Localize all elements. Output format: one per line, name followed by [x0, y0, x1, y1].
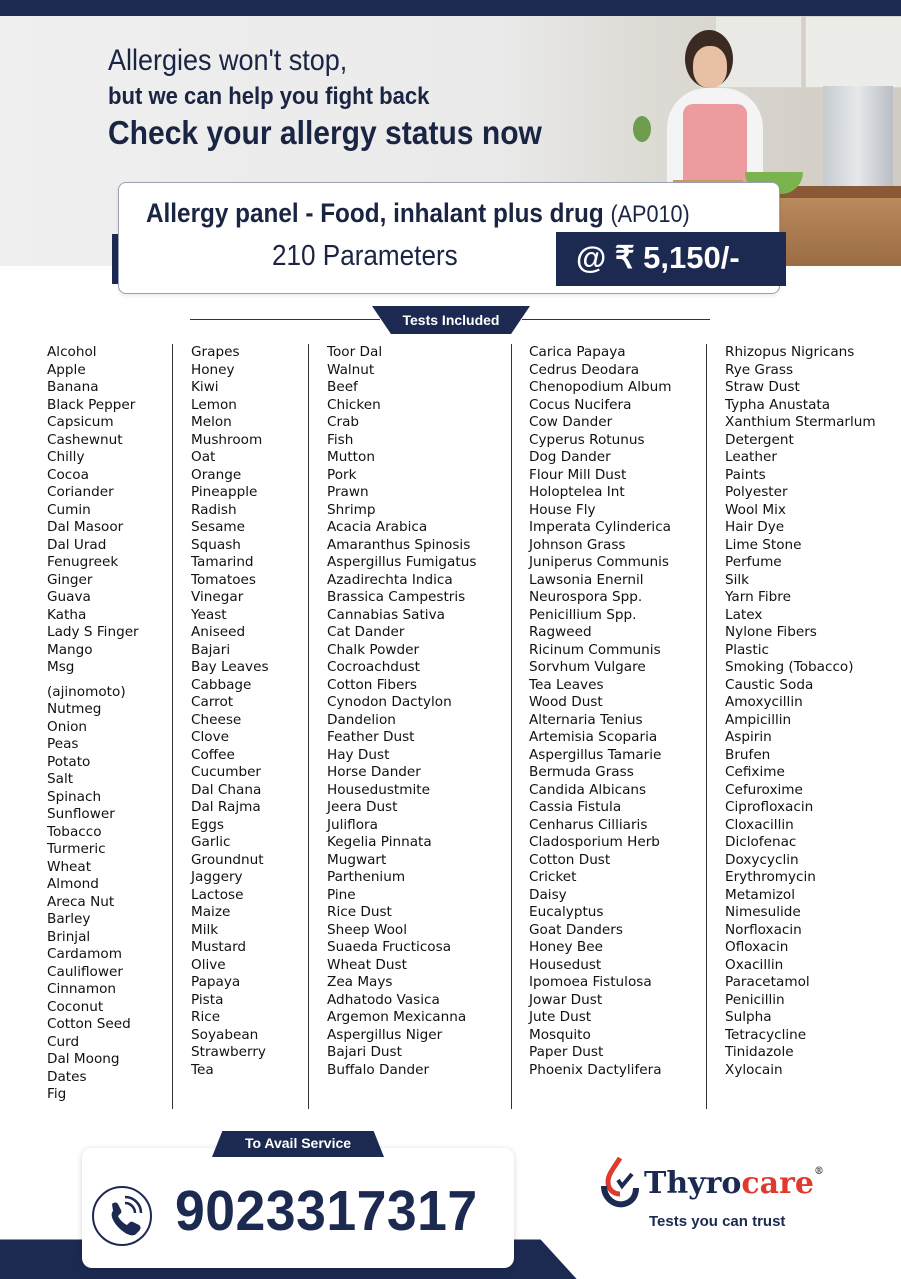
test-item: Melon [191, 414, 232, 430]
test-item: Wheat Dust [327, 956, 407, 973]
test-item: Aspergillus Tamarie [529, 746, 662, 763]
test-item: Yarn Fibre [725, 589, 791, 605]
test-item: Flour Mill Dust [529, 466, 627, 483]
test-item: Artemisia Scoparia [529, 729, 658, 745]
test-item: Kegelia Pinnata [327, 834, 432, 850]
test-item: Ofloxacin [725, 939, 789, 955]
test-item: Hay Dust [327, 746, 390, 763]
test-item: Doxycyclin [725, 851, 799, 868]
test-item: Orange [191, 466, 242, 483]
test-item: Sorvhum Vulgare [529, 659, 646, 675]
test-item: Mango [47, 641, 93, 658]
test-item: Brinjal [47, 928, 91, 945]
test-item: Crab [327, 414, 360, 430]
test-item: Housedustmite [327, 781, 430, 798]
test-item: Kiwi [191, 379, 219, 395]
test-item: Cedrus Deodara [529, 361, 640, 378]
phone-number[interactable]: 9023317317 [175, 1179, 478, 1243]
test-item: Cinnamon [47, 981, 117, 997]
test-item: Coriander [47, 484, 114, 500]
test-item: Lactose [191, 886, 244, 903]
test-item: (ajinomoto) [47, 683, 126, 700]
test-item: Beef [327, 379, 358, 395]
test-item: Cefixime [725, 764, 785, 780]
test-item: Honey [191, 361, 235, 378]
divider-right [522, 319, 710, 320]
test-item: Polyester [725, 484, 788, 500]
tests-column-2 [191, 344, 269, 1079]
test-item: Johnson Grass [529, 536, 626, 553]
test-item: Juniperus Communis [529, 554, 669, 570]
test-item: Ricinum Communis [529, 641, 661, 658]
test-item: Amoxycillin [725, 694, 803, 710]
test-item: Juliflora [327, 816, 378, 833]
test-item: Cenharus Cilliaris [529, 816, 648, 833]
test-item: Strawberry [191, 1044, 266, 1060]
test-item: Lawsonia Enernil [529, 571, 644, 588]
test-item: Jowar Dust [529, 991, 603, 1008]
test-item: Carica Papaya [529, 344, 626, 360]
test-item: Diclofenac [725, 834, 797, 850]
test-item: Msg [47, 659, 75, 675]
top-bar [0, 0, 901, 16]
test-item: Feather Dust [327, 729, 415, 745]
test-item: Turmeric [47, 841, 106, 857]
test-item: Areca Nut [47, 893, 115, 910]
test-item: Mustard [191, 939, 247, 955]
test-item: Pine [327, 886, 356, 903]
test-item: Lime Stone [725, 536, 802, 553]
test-item: Cassia Fistula [529, 799, 622, 815]
test-item: Cucumber [191, 764, 262, 780]
price-text: @ ₹ 5,150/- [576, 240, 740, 275]
test-item: Goat Danders [529, 921, 623, 938]
test-item: Bay Leaves [191, 659, 269, 675]
test-item: Phoenix Dactylifera [529, 1061, 662, 1078]
test-item: Brufen [725, 746, 771, 763]
test-item: Cricket [529, 869, 577, 885]
test-item: Cardamom [47, 946, 122, 962]
test-item: Dal Rajma [191, 799, 261, 815]
test-item: Capsicum [47, 414, 114, 430]
test-item: Adhatodo Vasica [327, 991, 440, 1008]
test-item: Cat Dander [327, 624, 405, 640]
test-item: Maize [191, 904, 231, 920]
brand-tagline: Tests you can trust [649, 1213, 786, 1230]
test-item: Garlic [191, 834, 231, 850]
test-item: Bajari [191, 641, 231, 658]
test-item: Rice [191, 1009, 221, 1025]
test-item: Ragweed [529, 624, 592, 640]
test-item: Cynodon Dactylon [327, 694, 452, 710]
test-item: Chicken [327, 396, 381, 413]
test-item: Vinegar [191, 589, 244, 605]
test-item: Suaeda Fructicosa [327, 939, 452, 955]
test-item: Detergent [725, 431, 794, 448]
test-item: Xylocain [725, 1061, 783, 1078]
test-item: Cladosporium Herb [529, 834, 660, 850]
test-item: Coconut [47, 998, 104, 1015]
test-item: Alternaria Tenius [529, 711, 643, 728]
test-item: Paper Dust [529, 1044, 604, 1060]
thyrocare-logo-icon [600, 1156, 640, 1208]
test-item: Sesame [191, 519, 246, 535]
test-item: Barley [47, 911, 91, 927]
test-item: Fig [47, 1086, 67, 1102]
test-item: Jaggery [191, 869, 243, 885]
test-item: Jute Dust [529, 1009, 592, 1025]
test-item: Dal Chana [191, 781, 262, 798]
test-item: Xanthium Stermarlum [725, 414, 876, 430]
test-item: Apple [47, 361, 86, 378]
test-item: Imperata Cylinderica [529, 519, 672, 535]
tests-included-label: Tests Included [402, 312, 500, 328]
test-item: Chenopodium Album [529, 379, 672, 395]
test-item: Tea [191, 1061, 214, 1078]
test-item: Penicillin [725, 991, 785, 1008]
test-item: Bermuda Grass [529, 764, 634, 780]
test-item: Nimesulide [725, 904, 801, 920]
test-item: Hair Dye [725, 519, 785, 535]
test-item: Perfume [725, 554, 782, 570]
test-item: Coffee [191, 746, 235, 763]
test-item: Eucalyptus [529, 904, 604, 920]
test-item: Prawn [327, 484, 369, 500]
test-item: Argemon Mexicanna [327, 1009, 467, 1025]
test-item: Horse Dander [327, 764, 421, 780]
brand-name: Thyrocare® [644, 1166, 824, 1201]
test-item: Aspergillus Niger [327, 1026, 443, 1043]
test-item: Mushroom [191, 431, 263, 448]
phone-icon [92, 1186, 152, 1246]
test-item: Smoking (Tobacco) [725, 659, 854, 675]
test-item: Buffalo Dander [327, 1061, 430, 1078]
test-item: Aspirin [725, 729, 772, 745]
test-item: Alcohol [47, 344, 97, 360]
test-item: Chilly [47, 449, 85, 465]
test-item: Holoptelea Int [529, 484, 625, 500]
test-item: Ipomoea Fistulosa [529, 974, 652, 990]
test-item: Cotton Seed [47, 1016, 131, 1032]
test-item: Silk [725, 571, 750, 588]
test-item: Toor Dal [327, 344, 383, 360]
test-item: Cashewnut [47, 431, 123, 448]
parameters-count: 210 Parameters [272, 240, 458, 272]
test-item: Dates [47, 1068, 87, 1085]
test-item: Cauliflower [47, 963, 123, 980]
test-item: Katha [47, 606, 87, 623]
test-item: Onion [47, 718, 88, 735]
tests-column-5 [725, 344, 876, 1079]
test-item: Bajari Dust [327, 1044, 402, 1060]
test-item: Azadirechta Indica [327, 571, 453, 588]
test-item: Soyabean [191, 1026, 259, 1043]
test-item: Acacia Arabica [327, 519, 428, 535]
test-item: Dal Moong [47, 1051, 120, 1067]
test-item: Metamizol [725, 886, 795, 903]
test-item: Oxacillin [725, 956, 784, 973]
test-item: Tetracycline [725, 1026, 807, 1043]
test-item: Honey Bee [529, 939, 603, 955]
test-item: Penicillium Spp. [529, 606, 637, 623]
price-badge [556, 232, 786, 286]
test-item: Mutton [327, 449, 375, 465]
test-item: Black Pepper [47, 396, 136, 413]
test-item: Rhizopus Nigricans [725, 344, 855, 360]
test-item: Olive [191, 956, 226, 973]
test-item: Cotton Dust [529, 851, 611, 868]
test-item: Milk [191, 921, 219, 938]
test-item: Papaya [191, 974, 241, 990]
test-item: Nylone Fibers [725, 624, 817, 640]
test-item: Sunflower [47, 806, 115, 822]
test-item: Zea Mays [327, 974, 393, 990]
tests-column-4 [529, 344, 672, 1079]
column-divider [172, 344, 173, 1109]
test-item: Dal Urad [47, 536, 107, 553]
test-item: Dandelion [327, 711, 396, 728]
test-item: Dog Dander [529, 449, 611, 465]
test-item: Parthenium [327, 869, 406, 885]
test-item: Pork [327, 466, 357, 483]
test-item: Fenugreek [47, 554, 119, 570]
test-item: Shrimp [327, 501, 376, 518]
test-item: Mugwart [327, 851, 387, 868]
test-item: Peas [47, 736, 79, 752]
test-item: Fish [327, 431, 354, 448]
test-item: Pista [191, 991, 224, 1008]
test-item: Typha Anustata [725, 396, 831, 413]
test-item: Salt [47, 771, 74, 787]
test-item: Carrot [191, 694, 234, 710]
test-item: Daisy [529, 886, 567, 903]
test-item: Tamarind [191, 554, 254, 570]
test-item: Oat [191, 449, 216, 465]
panel-name: Allergy panel - Food, inhalant plus drug [146, 198, 604, 228]
test-item: Eggs [191, 816, 224, 833]
test-item: Potato [47, 753, 91, 770]
test-item: Housedust [529, 956, 602, 973]
test-item: Ciprofloxacin [725, 799, 814, 815]
test-item: Clove [191, 729, 229, 745]
test-item: Wood Dust [529, 694, 603, 710]
test-item: Cocoa [47, 466, 89, 483]
headline-line-2: but we can help you fight back [108, 83, 430, 110]
test-item: Leather [725, 449, 777, 465]
test-item: Sheep Wool [327, 921, 407, 938]
test-item: Tomatoes [191, 571, 256, 588]
test-item: Amaranthus Spinosis [327, 536, 471, 553]
test-item: Sulpha [725, 1009, 772, 1025]
test-item: Radish [191, 501, 237, 518]
test-item: Cabbage [191, 676, 252, 693]
test-item: Cyperus Rotunus [529, 431, 645, 448]
test-item: Walnut [327, 361, 375, 378]
test-item: Tea Leaves [529, 676, 604, 693]
column-divider [511, 344, 512, 1109]
test-item: Neurospora Spp. [529, 589, 643, 605]
test-item: Paracetamol [725, 974, 810, 990]
column-divider [308, 344, 309, 1109]
test-item: Cotton Fibers [327, 676, 417, 693]
panel-code: (AP010) [610, 201, 690, 228]
test-item: Curd [47, 1033, 80, 1050]
test-item: Pineapple [191, 484, 258, 500]
test-item: Cow Dander [529, 414, 613, 430]
test-item: Wheat [47, 858, 92, 875]
test-item: Cheese [191, 711, 242, 728]
tests-column-1 [47, 344, 139, 1104]
test-item: Ginger [47, 571, 93, 588]
test-item: Mosquito [529, 1026, 591, 1043]
avail-service-label: To Avail Service [244, 1135, 352, 1151]
test-item: Guava [47, 589, 91, 605]
test-item: Brassica Campestris [327, 589, 466, 605]
test-item: Grapes [191, 344, 240, 360]
test-item: Paints [725, 466, 766, 483]
test-item: Rye Grass [725, 361, 794, 378]
panel-title [146, 198, 690, 229]
divider-left [190, 319, 380, 320]
test-item: Norfloxacin [725, 921, 802, 938]
test-item: Candida Albicans [529, 781, 647, 798]
test-item: Cocroachdust [327, 659, 420, 675]
test-item: Erythromycin [725, 869, 816, 885]
test-item: Cocus Nucifera [529, 396, 632, 413]
test-item: Banana [47, 379, 99, 395]
test-item: Cannabias Sativa [327, 606, 445, 623]
test-item: Tinidazole [725, 1044, 794, 1060]
test-item: Plastic [725, 641, 769, 658]
test-item: Nutmeg [47, 701, 102, 717]
headline-line-3: Check your allergy status now [108, 114, 542, 151]
test-item: Squash [191, 536, 241, 553]
test-item: Lady S Finger [47, 624, 139, 640]
test-item: Ampicillin [725, 711, 792, 728]
test-item: Almond [47, 876, 99, 892]
test-item: Jeera Dust [327, 799, 398, 815]
test-item: Spinach [47, 788, 102, 805]
test-item: Caustic Soda [725, 676, 814, 693]
test-item: Tobacco [47, 823, 102, 840]
test-item: Cloxacillin [725, 816, 794, 833]
test-item: Wool Mix [725, 501, 786, 518]
test-item: Dal Masoor [47, 519, 124, 535]
headline-line-1: Allergies won't stop, [108, 44, 348, 77]
test-item: Cefuroxime [725, 781, 803, 798]
test-item: Aspergillus Fumigatus [327, 554, 477, 570]
test-item: Groundnut [191, 851, 264, 868]
column-divider [706, 344, 707, 1109]
test-item: Cumin [47, 501, 91, 518]
test-item: Aniseed [191, 624, 246, 640]
test-item: Rice Dust [327, 904, 392, 920]
test-item: Latex [725, 606, 763, 623]
test-item: House Fly [529, 501, 596, 518]
test-item: Lemon [191, 396, 237, 413]
test-item: Chalk Powder [327, 641, 420, 658]
test-item: Straw Dust [725, 379, 800, 395]
tests-column-3 [327, 344, 476, 1079]
test-item: Yeast [191, 606, 227, 623]
